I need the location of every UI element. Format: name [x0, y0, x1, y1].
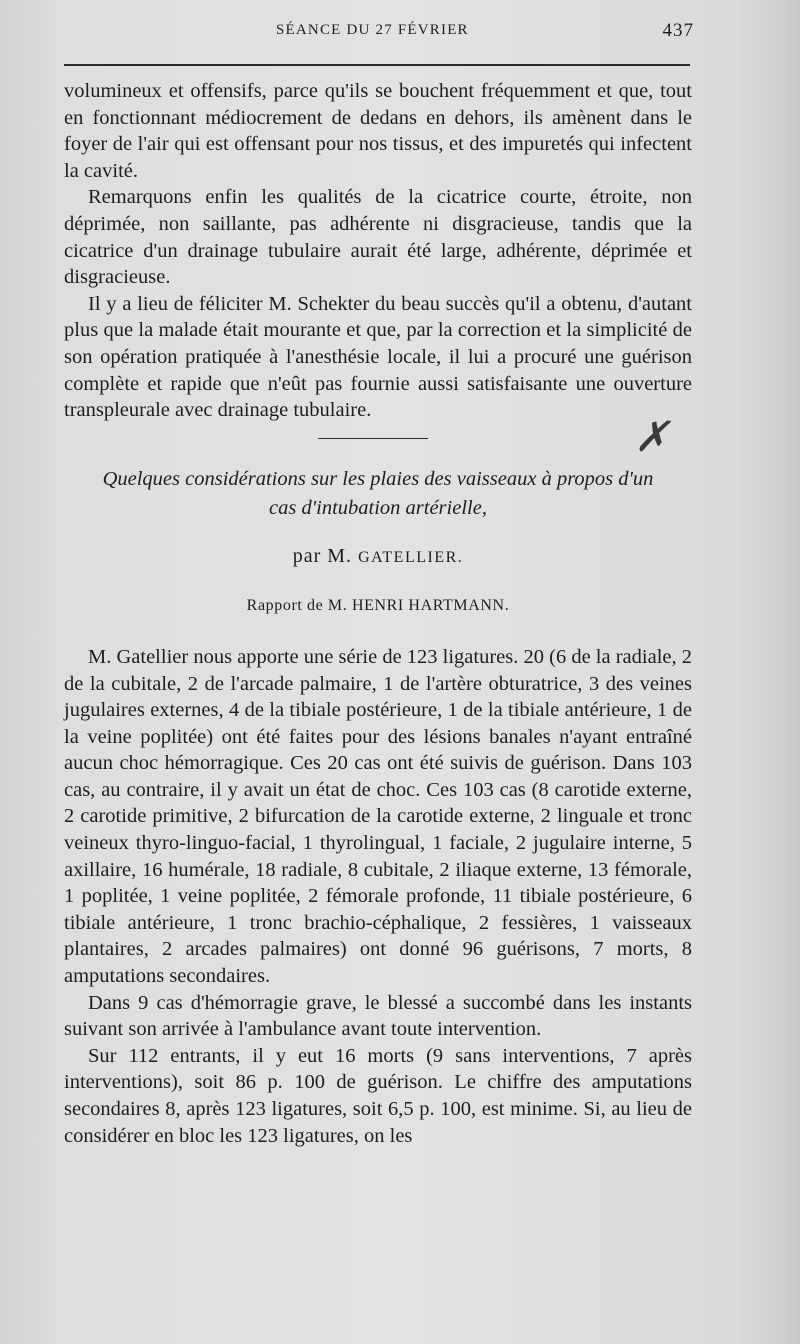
- paragraph: Remarquons enfin les qualités de la cicatrice courte, étroite, non déprimée, non saillante, pas adhérente ni disgracieuse, tandis que la cicatrice d'un drainage tubulaire aurait été large, adhérente, déprimée et disgracieuse.: [64, 186, 692, 289]
- page-number: 437: [662, 20, 694, 41]
- paragraph: Sur 112 entrants, il y eut 16 morts (9 sans interventions, 7 après interventions), soit 86 p. 100 de guérison. Le chiffre des amputations secondaires 8, après 123 ligatures, soit 6,5 p. 100, est minime. Si, au lieu de considérer en bloc les 123 ligatures, on les: [64, 1044, 692, 1147]
- running-head: [66, 20, 694, 46]
- header-rule: [64, 64, 690, 66]
- paragraph: Il y a lieu de féliciter M. Schekter du beau succès qu'il a obtenu, d'autant plus que la malade était mourante et que, par la correction et la simplicité de son opération pratiquée à l'anesthésie locale, il lui a procuré une guérison complète et rapide que n'eût pas fournie aussi satisfaisante une ouverture transpleurale avec drainage tubulaire.: [64, 292, 692, 422]
- margin-mark: ✗: [634, 415, 670, 461]
- running-title: SÉANCE DU 27 FÉVRIER: [276, 22, 469, 38]
- byline: [64, 543, 692, 572]
- report-line: Rapport de M. HENRI HARTMANN.: [246, 597, 510, 615]
- paragraph: Dans 9 cas d'hémorragie grave, le blessé a succombé dans les instants suivant son arrivée à l'ambulance avant toute intervention.: [64, 991, 692, 1041]
- section-divider: [318, 438, 428, 439]
- byline-prefix: par M.: [292, 544, 353, 567]
- article-title: [64, 465, 692, 523]
- paragraph: M. Gatellier nous apporte une série de 123 ligatures. 20 (6 de la radiale, 2 de la cubitale, 2 de l'arcade palmaire, 1 de l'artère obturatrice, 3 des veines jugulaires externes, 4 de la tibiale postérieure, 1 de la tibiale antérieure, 1 de la veine poplitée) ont été faites pour des lésions banales n'ayant entraîné aucun choc hémorragique. Ces 20 cas ont été suivis de guérison. Dans 103 cas, au contraire, il y avait un état de choc. Ces 103 cas (8 carotide externe, 2 carotide primitive, 2 bifurcation de la carotide externe, 2 linguale et tronc veineux thyro-linguo-facial, 1 thyrolingual, 1 faciale, 2 jugulaire interne, 5 axillaire, 16 humérale, 18 radiale, 8 cubitale, 2 iliaque externe, 13 fémorale, 1 poplitée, 1 veine poplitée, 2 fémorale profonde, 11 tibiale postérieure, 6 tibiale antérieure, 1 tronc brachio-céphalique, 2 fessières, 1 vaisseaux plantaires, 2 arcades palmaires) ont donné 96 guérisons, 7 morts, 8 amputations secondaires.: [64, 645, 692, 988]
- paragraph: volumineux et offensifs, parce qu'ils se bouchent fréquemment et que, tout en fonctionnant médiocrement de dedans en dehors, ils amènent dans le foyer de l'air qui est offensant pour nos tissus, et des impuretés qui infectent la cavité.: [64, 80, 692, 182]
- byline-author: GATELLIER.: [358, 548, 464, 566]
- article-title-line: Quelques considérations sur les plaies des vaisseaux à propos d'un: [102, 467, 654, 490]
- article-title-line: cas d'intubation artérielle,: [269, 496, 487, 519]
- body-text: [64, 78, 692, 1149]
